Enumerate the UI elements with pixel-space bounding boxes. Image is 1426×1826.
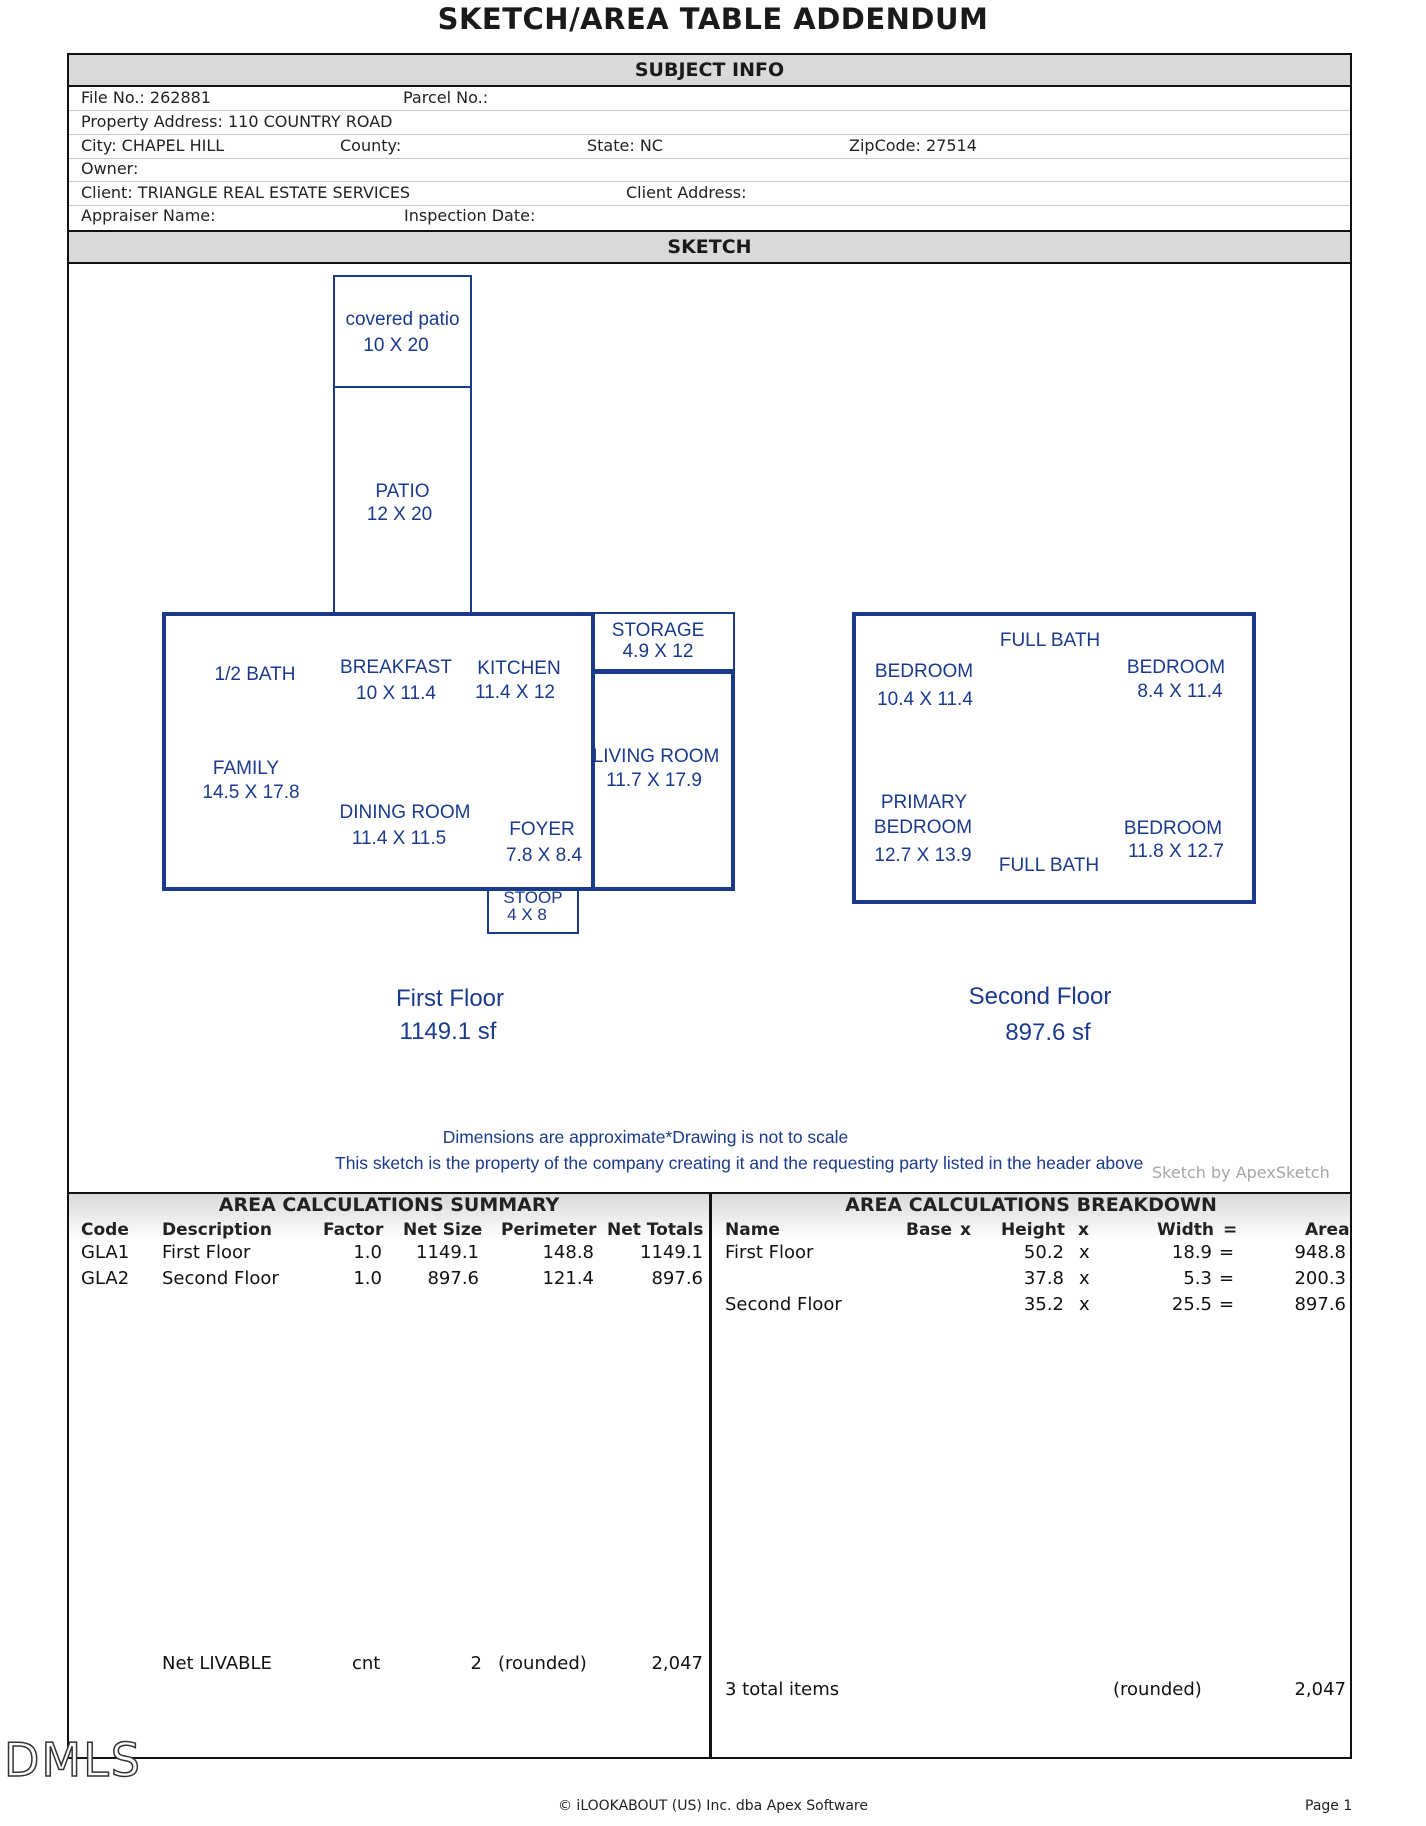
breakdown-footer-total: 2,047	[1294, 1679, 1346, 1700]
room-dimensions: 10 X 11.4	[356, 683, 436, 704]
breakdown-cell-area: 897.6	[1294, 1294, 1346, 1315]
summary-col-code: Code	[81, 1220, 129, 1240]
breakdown-col-width: Width	[1157, 1220, 1214, 1240]
appraiser-name: Appraiser Name:	[81, 206, 216, 225]
breakdown-cell-eq: =	[1219, 1268, 1235, 1289]
room-dimensions: 12 X 20	[366, 504, 433, 525]
summary-cell-net-size: 1149.1	[416, 1242, 479, 1263]
room-dimensions: 11.8 X 12.7	[1128, 841, 1224, 862]
summary-footer-cnt: cnt	[352, 1653, 381, 1674]
summary-cell-code: GLA1	[81, 1242, 130, 1263]
room-label: BEDROOM	[1126, 657, 1226, 678]
summary-footer-rounded: (rounded)	[498, 1653, 587, 1674]
room-label: BEDROOM	[1123, 818, 1223, 839]
sketch-note-approximate: Dimensions are approximate*Drawing is not to scale	[442, 1127, 849, 1147]
property-address: Property Address: 110 COUNTRY ROAD	[81, 112, 393, 131]
summary-footer-label: Net LIVABLE	[162, 1653, 272, 1674]
breakdown-cell-name: Second Floor	[725, 1294, 842, 1315]
sketch-header: SKETCH	[69, 230, 1350, 264]
room-dimensions: 14.5 X 17.8	[202, 782, 300, 803]
breakdown-header: AREA CALCULATIONS BREAKDOWN	[845, 1194, 1217, 1216]
owner: Owner:	[81, 159, 139, 178]
breakdown-footer-rounded: (rounded)	[1113, 1679, 1202, 1700]
summary-footer-total: 2,047	[651, 1653, 703, 1674]
room-label: 1/2 BATH	[214, 664, 296, 685]
summary-cell-description: Second Floor	[162, 1268, 279, 1289]
breakdown-cell-height: 35.2	[1023, 1294, 1064, 1315]
breakdown-col-height: Height	[1001, 1220, 1065, 1240]
room-dimensions: 11.4 X 11.5	[351, 828, 447, 849]
first-floor-label: First Floor	[396, 985, 504, 1012]
room-dimensions: 12.7 X 13.9	[874, 845, 972, 866]
divider	[69, 110, 1350, 111]
first-floor-area: 1149.1 sf	[399, 1018, 497, 1045]
breakdown-col-x: x	[1078, 1220, 1089, 1240]
breakdown-cell-height: 50.2	[1023, 1242, 1064, 1263]
breakdown-cell-width: 25.5	[1171, 1294, 1212, 1315]
breakdown-cell-eq: =	[1219, 1294, 1235, 1315]
sketch-note-property: This sketch is the property of the company creating it and the requesting party listed in the header above	[335, 1153, 1144, 1173]
breakdown-cell-x: x	[1079, 1268, 1090, 1289]
room-label: PRIMARY	[880, 792, 968, 813]
divider	[709, 1192, 712, 1757]
summary-cell-code: GLA2	[81, 1268, 130, 1289]
summary-col-net-size: Net Size	[403, 1220, 483, 1240]
room-dimensions: 8.4 X 11.4	[1137, 681, 1223, 702]
breakdown-cell-eq: =	[1219, 1242, 1235, 1263]
breakdown-col-name: Name	[725, 1220, 780, 1240]
room-label: covered patio	[345, 309, 460, 330]
room-dimensions: 10 X 20	[363, 335, 429, 356]
client: Client: TRIANGLE REAL ESTATE SERVICES	[81, 183, 411, 202]
divider	[69, 134, 1350, 135]
breakdown-cell-width: 5.3	[1183, 1268, 1212, 1289]
zipcode: ZipCode: 27514	[849, 136, 977, 155]
room-label: BREAKFAST	[340, 657, 452, 678]
covered-patio-room	[333, 275, 472, 388]
breakdown-col-base: Base	[906, 1220, 953, 1240]
page-number: Page 1	[1305, 1798, 1353, 1814]
breakdown-cell-width: 18.9	[1171, 1242, 1212, 1263]
summary-col-description: Description	[162, 1220, 272, 1240]
file-no: File No.: 262881	[81, 88, 211, 107]
page-title: SKETCH/AREA TABLE ADDENDUM	[437, 2, 989, 36]
summary-cell-net-size: 897.6	[427, 1268, 479, 1289]
room-dimensions: 7.8 X 8.4	[505, 845, 583, 866]
subject-info-header: SUBJECT INFO	[69, 55, 1350, 87]
breakdown-cell-area: 948.8	[1294, 1242, 1346, 1263]
room-label: STOOP	[503, 888, 563, 907]
summary-header: AREA CALCULATIONS SUMMARY	[218, 1194, 560, 1216]
city: City: CHAPEL HILL	[81, 136, 225, 155]
summary-cell-perimeter: 121.4	[542, 1268, 594, 1289]
room-label: STORAGE	[611, 620, 705, 641]
summary-col-factor: Factor	[323, 1220, 384, 1240]
room-dimensions: 11.4 X 12	[475, 682, 555, 703]
dmls-watermark: DMLS	[4, 1733, 142, 1787]
breakdown-col-eq: =	[1223, 1220, 1238, 1240]
room-label: FULL BATH	[998, 855, 1100, 876]
divider	[69, 205, 1350, 206]
room-dimensions: 10.4 X 11.4	[877, 689, 973, 710]
state: State: NC	[587, 136, 663, 155]
room-label: PATIO	[375, 481, 430, 502]
room-label: BEDROOM	[874, 661, 974, 682]
breakdown-cell-height: 37.8	[1023, 1268, 1064, 1289]
room-dimensions: 11.7 X 17.9	[606, 770, 702, 791]
parcel-no: Parcel No.:	[403, 88, 489, 107]
summary-cell-factor: 1.0	[353, 1242, 382, 1263]
client-address: Client Address:	[626, 183, 747, 202]
summary-cell-net-totals: 897.6	[651, 1268, 703, 1289]
county: County:	[340, 136, 402, 155]
room-label: FULL BATH	[999, 630, 1101, 651]
second-floor-area: 897.6 sf	[1005, 1019, 1091, 1046]
inspection-date: Inspection Date:	[404, 206, 536, 225]
breakdown-cell-name: First Floor	[725, 1242, 814, 1263]
summary-col-perimeter: Perimeter	[501, 1220, 597, 1240]
room-label: KITCHEN	[477, 658, 561, 679]
breakdown-cell-x: x	[1079, 1294, 1090, 1315]
room-label: FAMILY	[212, 758, 280, 779]
second-floor-label: Second Floor	[968, 983, 1112, 1010]
room-dimensions: 4 X 8	[507, 905, 547, 924]
divider	[69, 181, 1350, 182]
sketch-credit: Sketch by ApexSketch	[1152, 1163, 1330, 1182]
summary-cell-perimeter: 148.8	[542, 1242, 594, 1263]
room-label: LIVING ROOM	[592, 746, 720, 767]
room-label: FOYER	[509, 819, 575, 840]
breakdown-col-area: Area	[1305, 1220, 1350, 1240]
breakdown-cell-x: x	[1079, 1242, 1090, 1263]
summary-col-net-totals: Net Totals	[607, 1220, 704, 1240]
copyright-footer: © iLOOKABOUT (US) Inc. dba Apex Software	[557, 1798, 868, 1814]
breakdown-col-x: x	[960, 1220, 971, 1240]
room-label: BEDROOM	[873, 817, 973, 838]
breakdown-cell-area: 200.3	[1294, 1268, 1346, 1289]
room-label: DINING ROOM	[339, 802, 471, 823]
summary-cell-description: First Floor	[162, 1242, 251, 1263]
room-dimensions: 4.9 X 12	[622, 641, 694, 662]
summary-cell-factor: 1.0	[353, 1268, 382, 1289]
divider	[69, 158, 1350, 159]
breakdown-footer-items: 3 total items	[725, 1679, 840, 1700]
summary-footer-count: 2	[470, 1653, 482, 1674]
summary-cell-net-totals: 1149.1	[640, 1242, 703, 1263]
